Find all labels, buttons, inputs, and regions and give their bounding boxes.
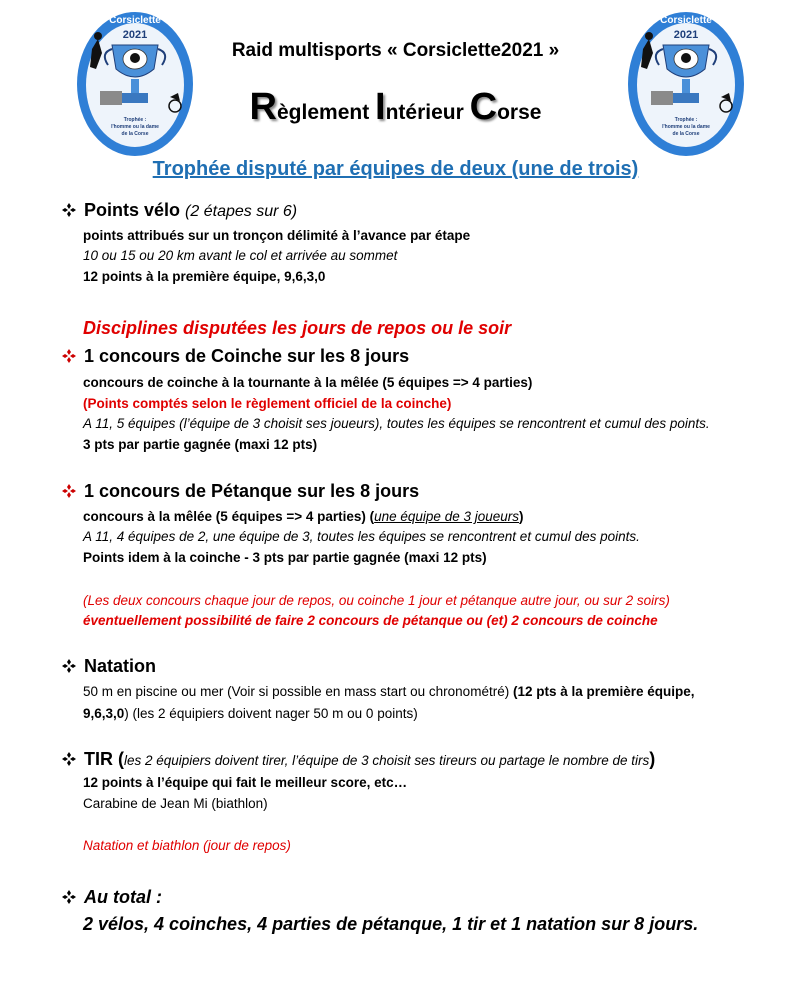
section-petanque-heading bbox=[62, 481, 762, 502]
subtitle-letter-r: R bbox=[249, 86, 277, 128]
diamond-bullet-icon bbox=[62, 890, 76, 904]
coinche-line-3: A 11, 5 équipes (l’équipe de 3 choisit ses joueurs), toutes les équipes se rencontrent et cumul des points. bbox=[83, 416, 710, 431]
section-natation-heading bbox=[62, 656, 762, 677]
logo-trophy-text: Trophée : bbox=[674, 117, 698, 123]
petanque-title: 1 concours de Pétanque sur les 8 jours bbox=[84, 481, 420, 501]
natation-line-1c: (12 pts à la première équipe, bbox=[512, 684, 695, 699]
total-title: Au total : bbox=[84, 887, 162, 907]
logo-corse-text: de la Corse bbox=[121, 131, 149, 137]
petanque-line-3: Points idem à la coinche - 3 pts par partie gagnée (maxi 12 pts) bbox=[83, 550, 487, 565]
natation-line-2 bbox=[83, 706, 418, 721]
petanque-line-1a: concours à la mêlée (5 équipes => 4 parties) ( bbox=[83, 509, 375, 524]
subtitle-word-reglement: èglement bbox=[277, 101, 376, 124]
coinche-line-4: 3 pts par partie gagnée (maxi 12 pts) bbox=[83, 437, 318, 452]
petanque-line-1c: ) bbox=[519, 509, 524, 524]
petanque-line-1 bbox=[83, 509, 524, 524]
concours-note-2: éventuellement possibilité de faire 2 concours de pétanque ou (et) 2 concours de coinche bbox=[83, 613, 658, 628]
logo-homme-text: l'homme ou la dame bbox=[111, 124, 159, 130]
disciplines-heading: Disciplines disputées les jours de repos ou le soir bbox=[83, 318, 512, 338]
section-total-heading bbox=[62, 887, 762, 908]
tir-line-2: Carabine de Jean Mi (biathlon) bbox=[83, 796, 268, 811]
logo-title-text: Corsiclette bbox=[660, 15, 712, 26]
logo-title-text: Corsiclette bbox=[109, 15, 161, 26]
subtitle-word-corse: orse bbox=[497, 101, 542, 124]
section-coinche-heading bbox=[62, 346, 762, 367]
concours-note-1: (Les deux concours chaque jour de repos, ou coinche 1 jour et pétanque autre jour, ou sur 2 soirs) bbox=[83, 593, 670, 608]
diamond-bullet-icon bbox=[62, 659, 76, 673]
natation-line-2b: ) bbox=[124, 706, 133, 721]
velo-title-note: (2 étapes sur 6) bbox=[185, 203, 298, 220]
trophy-heading: Trophée disputé par équipes de deux (une de trois) bbox=[152, 158, 639, 180]
logo-homme-text: l'homme ou la dame bbox=[662, 124, 710, 130]
coinche-title: 1 concours de Coinche sur les 8 jours bbox=[84, 346, 410, 366]
subtitle-word-interieur: ntérieur bbox=[385, 101, 470, 124]
natation-title: Natation bbox=[84, 656, 156, 676]
subtitle-letter-c: C bbox=[469, 86, 498, 128]
natation-line-2c: (les 2 équipiers doivent nager 50 m ou 0 points) bbox=[132, 706, 418, 721]
velo-title: Points vélo bbox=[84, 200, 181, 220]
total-text: 2 vélos, 4 coinches, 4 parties de pétanque, 1 tir et 1 natation sur 8 jours. bbox=[83, 914, 699, 934]
petanque-line-1b: une équipe de 3 joueurs bbox=[374, 509, 519, 524]
logo-year-text: 2021 bbox=[122, 29, 148, 41]
natation-line-1a: 50 m en piscine ou mer ( bbox=[83, 684, 232, 699]
logo-year-text: 2021 bbox=[673, 29, 699, 41]
subtitle-letter-i: I bbox=[375, 86, 386, 128]
petanque-line-2: A 11, 4 équipes de 2, une équipe de 3, toutes les équipes se rencontrent et cumul des points. bbox=[83, 529, 640, 544]
section-velo-heading bbox=[62, 200, 762, 221]
velo-line-3: 12 points à la première équipe, 9,6,3,0 bbox=[83, 269, 326, 284]
diamond-bullet-icon bbox=[62, 203, 76, 217]
coinche-line-1: concours de coinche à la tournante à la mêlée (5 équipes => 4 parties) bbox=[83, 375, 533, 390]
tir-title: TIR ( bbox=[84, 749, 124, 769]
diamond-bullet-icon bbox=[62, 349, 76, 363]
document-subtitle bbox=[0, 86, 791, 129]
section-tir-heading bbox=[62, 749, 762, 770]
tir-title-note: les 2 équipiers doivent tirer, l’équipe de 3 choisit ses tireurs ou partage le nombre de tirs bbox=[124, 753, 650, 768]
natation-line-1 bbox=[83, 684, 695, 699]
logo-corse-text: de la Corse bbox=[672, 131, 700, 137]
natation-line-1b: Voir si possible en mass start ou chronométré) bbox=[231, 684, 513, 699]
logo-trophy-text: Trophée : bbox=[123, 117, 147, 123]
tir-title-close: ) bbox=[649, 749, 656, 769]
corsiclette-logo-right bbox=[625, 9, 747, 159]
corsiclette-logo-left bbox=[74, 9, 196, 159]
coinche-line-2: (Points comptés selon le règlement officiel de la coinche) bbox=[83, 396, 452, 411]
diamond-bullet-icon bbox=[62, 484, 76, 498]
velo-line-2: 10 ou 15 ou 20 km avant le col et arrivée au sommet bbox=[83, 248, 398, 263]
document-title: Raid multisports « Corsiclette2021 » bbox=[231, 40, 560, 61]
natation-line-2a: 9,6,3,0 bbox=[83, 706, 125, 721]
velo-line-1: points attribués sur un tronçon délimité à l’avance par étape bbox=[83, 228, 471, 243]
tir-line-3: Natation et biathlon (jour de repos) bbox=[83, 838, 291, 853]
tir-line-1: 12 points à l’équipe qui fait le meilleur score, etc… bbox=[83, 775, 408, 790]
diamond-bullet-icon bbox=[62, 752, 76, 766]
